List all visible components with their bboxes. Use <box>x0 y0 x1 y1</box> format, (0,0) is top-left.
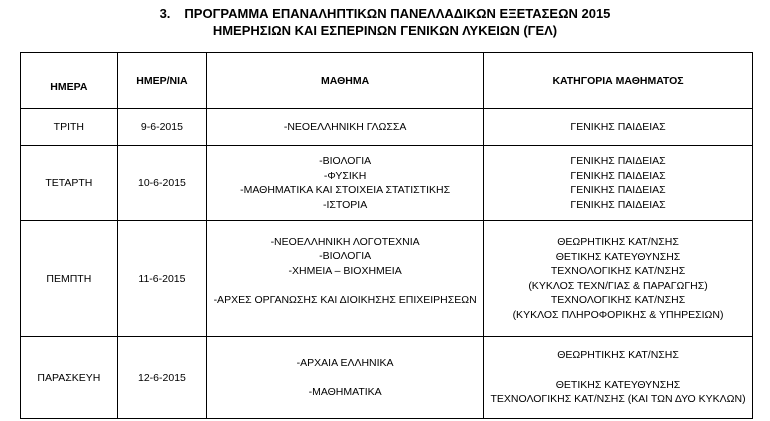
subject-item: -ΦΥΣΙΚΗ <box>323 169 367 182</box>
subject-item: -ΑΡΧΕΣ ΟΡΓΑΝΩΣΗΣ ΚΑΙ ΔΙΟΙΚΗΣΗΣ ΕΠΙΧΕΙΡΗΣΕΩΝ <box>213 294 477 306</box>
subjects-cell <box>207 221 484 337</box>
subject-item: -ΝΕΟΕΛΛΗΝΙΚΗ ΓΛΩΣΣΑ <box>283 120 407 133</box>
subject-item: -ΝΕΟΕΛΛΗΝΙΚΗ ΛΟΓΟΤΕΧΝΙΑ <box>270 235 420 248</box>
subject-item: -ΜΑΘΗΜΑΤΙΚΑ ΚΑΙ ΣΤΟΙΧΕΙΑ ΣΤΑΤΙΣΤΙΚΗΣ <box>240 184 451 196</box>
category-item: ΓΕΝΙΚΗΣ ΠΑΙΔΕΙΑΣ <box>570 120 666 133</box>
category-item: ΘΕΩΡΗΤΙΚΗΣ ΚΑΤ/ΝΣΗΣ <box>557 349 679 362</box>
table-row <box>21 146 753 221</box>
subject-item: -ΙΣΤΟΡΙΑ <box>323 198 368 211</box>
subjects-cell <box>207 146 484 221</box>
spacer <box>209 308 481 323</box>
date-cell: 11-6-2015 <box>117 221 206 337</box>
date-cell: 9-6-2015 <box>117 109 206 146</box>
table-row <box>21 221 753 337</box>
category-item: ΘΕΤΙΚΗΣ ΚΑΤΕΥΘΥΝΣΗΣ <box>555 250 681 263</box>
category-item: ΘΕΤΙΚΗΣ ΚΑΤΕΥΘΥΝΣΗΣ <box>555 378 681 391</box>
category-item: ΤΕΧΝΟΛΟΓΙΚΗΣ ΚΑΤ/ΝΣΗΣ <box>550 265 686 277</box>
category-item: ΘΕΩΡΗΤΙΚΗΣ ΚΑΤ/ΝΣΗΣ <box>557 236 679 248</box>
categories-cell <box>484 146 753 221</box>
subject-item: -ΒΙΟΛΟΓΙΑ <box>319 250 372 262</box>
day-cell: ΤΡΙΤΗ <box>21 109 118 146</box>
table-row <box>21 337 753 419</box>
subject-item: -ΑΡΧΑΙΑ ΕΛΛΗΝΙΚΑ <box>296 356 394 369</box>
category-item: ΓΕΝΙΚΗΣ ΠΑΙΔΕΙΑΣ <box>570 155 666 167</box>
exam-schedule-table <box>20 52 753 419</box>
day-cell: ΠΑΡΑΣΚΕΥΗ <box>21 337 118 419</box>
category-item: (ΚΥΚΛΟΣ ΤΕΧΝ/ΓΙΑΣ & ΠΑΡΑΓΩΓΗΣ) <box>528 279 708 292</box>
header-subject: ΜΑΘΗΜΑ <box>207 53 484 109</box>
category-item: ΓΕΝΙΚΗΣ ΠΑΙΔΕΙΑΣ <box>570 169 666 182</box>
subject-item: -ΜΑΘΗΜΑΤΙΚΑ <box>308 386 382 398</box>
subject-item: -ΒΙΟΛΟΓΙΑ <box>319 155 372 167</box>
category-item: ΓΕΝΙΚΗΣ ΠΑΙΔΕΙΑΣ <box>570 184 666 196</box>
spacer <box>486 363 750 378</box>
day-cell: ΠΕΜΠΤΗ <box>21 221 118 337</box>
spacer <box>209 278 481 293</box>
header-date: ΗΜΕΡ/ΝΙΑ <box>117 53 206 109</box>
header-day: ΗΜΕΡΑ <box>21 53 118 109</box>
section-number: 3. <box>159 6 171 21</box>
table-header-row <box>21 53 753 109</box>
category-item: ΤΕΧΝΟΛΟΓΙΚΗΣ ΚΑΤ/ΝΣΗΣ (ΚΑΙ ΤΩΝ ΔΥΟ ΚΥΚΛΩΝ) <box>490 393 746 406</box>
subjects-cell <box>207 109 484 146</box>
category-item: ΤΕΧΝΟΛΟΓΙΚΗΣ ΚΑΤ/ΝΣΗΣ <box>550 294 686 306</box>
table-row <box>21 109 753 146</box>
category-item: ΓΕΝΙΚΗΣ ΠΑΙΔΕΙΑΣ <box>570 198 666 211</box>
document-title-line-1 <box>0 5 770 22</box>
day-cell: ΤΕΤΑΡΤΗ <box>21 146 118 221</box>
document-title-line-2: ΗΜΕΡΗΣΙΩΝ ΚΑΙ ΕΣΠΕΡΙΝΩΝ ΓΕΝΙΚΩΝ ΛΥΚΕΙΩΝ (ΓΕΛ) <box>212 23 558 38</box>
category-item: (ΚΥΚΛΟΣ ΠΛΗΡΟΦΟΡΙΚΗΣ & ΥΠΗΡΕΣΙΩΝ) <box>512 308 724 321</box>
subjects-cell <box>207 337 484 419</box>
categories-cell <box>484 221 753 337</box>
categories-cell <box>484 109 753 146</box>
title-text-1: ΠΡΟΓΡΑΜΜΑ ΕΠΑΝΑΛΗΠΤΙΚΩΝ ΠΑΝΕΛΛΑΔΙΚΩΝ ΕΞΕΤΑΣΕΩΝ 2015 <box>184 6 611 21</box>
subject-item: -ΧΗΜΕΙΑ – ΒΙΟΧΗΜΕΙΑ <box>288 264 402 277</box>
date-cell: 10-6-2015 <box>117 146 206 221</box>
header-category: ΚΑΤΗΓΟΡΙΑ ΜΑΘΗΜΑΤΟΣ <box>484 53 753 109</box>
categories-cell <box>484 337 753 419</box>
date-cell: 12-6-2015 <box>117 337 206 419</box>
spacer <box>209 370 481 385</box>
